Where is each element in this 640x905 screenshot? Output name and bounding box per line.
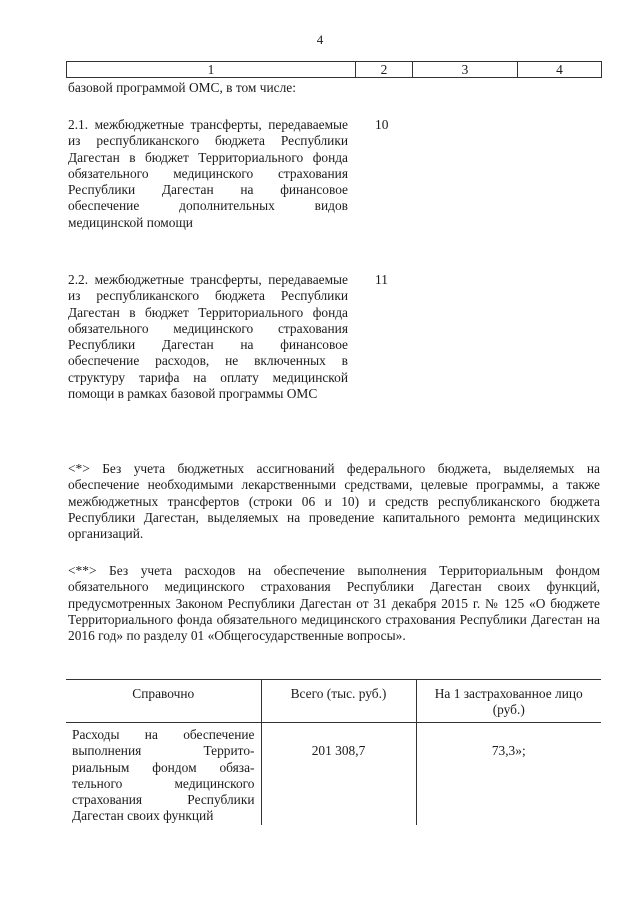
- column-number-1: 1: [67, 62, 356, 78]
- row-description: [66, 723, 261, 825]
- item-2-2-text: 2.2. межбюджетные трансферты, передаваемые из республиканского бюджета Республики Дагестан в бюджет Территориального фонда обязательного медицинского страхования Республики Дагестан на финансовое обеспечение расходов, не включенных в структуру тарифа на оплату медицинской помощи в рамках базовой программы ОМС: [68, 272, 348, 402]
- table-row: [66, 723, 601, 825]
- row-per-insured: 73,3»;: [416, 723, 601, 825]
- item-2-1-text: 2.1. межбюджетные трансферты, передаваемые из республиканского бюджета Республики Дагестан в бюджет Территориального фонда обязательного медицинского страхования Республики Дагестан на финансовое обеспечение дополнительных видов медицинской помощи: [68, 117, 348, 230]
- page-number: 4: [316, 32, 324, 47]
- header-reference: Справочно: [66, 680, 261, 723]
- description-line: Дагестан своих функций: [72, 808, 214, 824]
- column-number-2: 2: [356, 62, 413, 78]
- description-line: Расходы на обеспечение: [72, 727, 255, 742]
- item-2-2-row-number: 11: [375, 272, 388, 287]
- row-total: 201 308,7: [261, 723, 416, 825]
- column-number-3: 3: [413, 62, 518, 78]
- reference-table: [66, 679, 601, 825]
- item-2-1-row-number: 10: [375, 117, 389, 132]
- header-per-insured: На 1 застрахованное лицо (руб.): [416, 680, 601, 723]
- description-line: страхования Республики: [72, 792, 255, 808]
- header-total: Всего (тыс. руб.): [261, 680, 416, 723]
- column-number-header: [66, 61, 602, 78]
- description-line: риальным фондом обяза-: [72, 759, 255, 775]
- description-line: выполнения Террито-: [72, 743, 255, 759]
- description-line: тельного медицинского: [72, 775, 255, 791]
- footnote-1: <*> Без учета бюджетных ассигнований федерального бюджета, выделяемых на обеспечение необходимыми лекарственными средствами, целевые программы, а также межбюджетных трансфертов (строки 06 и 10) и средств республиканского бюджета Республики Дагестан, выделяемых на проведение капитального ремонта медицинских организаций.: [68, 461, 600, 542]
- reference-table-header: [66, 680, 601, 723]
- intro-line: базовой программой ОМС, в том числе:: [68, 80, 296, 95]
- column-number-4: 4: [518, 62, 602, 78]
- footnote-2: <**> Без учета расходов на обеспечение выполнения Территориальным фондом обязательного медицинского страхования Республики Дагестан своих функций, предусмотренных Законом Республики Дагестан от 31 декабря 2015 г. № 125 «О бюджете Территориального фонда обязательного медицинского страхования Республики Дагестан на 2016 год» по разделу 01 «Общегосударственные вопросы».: [68, 563, 600, 644]
